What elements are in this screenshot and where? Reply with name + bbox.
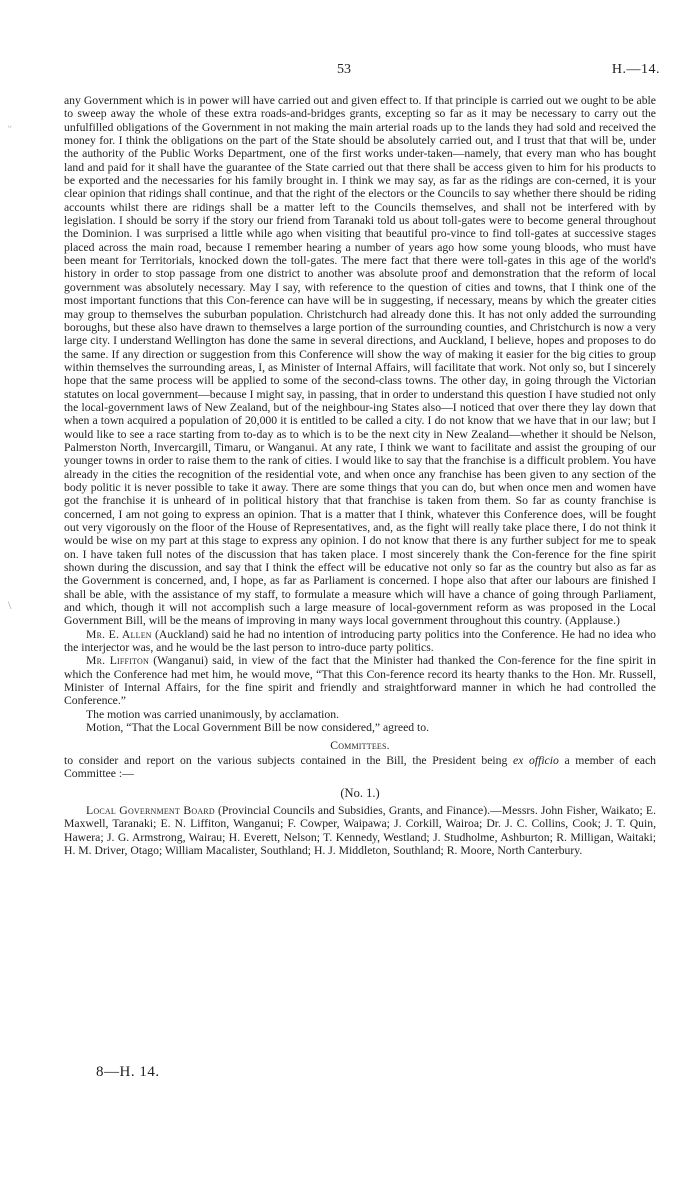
document-body [64, 94, 656, 857]
intro-text-end: a member of each Committee :— [64, 753, 656, 781]
committees-intro [64, 754, 656, 781]
intro-italic: ex officio [512, 753, 559, 767]
liffiton-paragraph [64, 654, 656, 707]
intro-text: to consider and report on the various subjects contained in the Bill, the President being [64, 753, 513, 767]
page-number: 53 [337, 62, 351, 77]
paper-reference: H.—14. [611, 62, 660, 77]
page-header [0, 62, 700, 82]
committee-members [64, 804, 656, 857]
speech-text: (Wanganui) said, in view of the fact that the Minister had thanked the Con-ference for the fine spirit in which the Conference had met him, he would move, “That this Con-ference record its hearty thanks to the Hon. Mr. Russell, Minister of Internal Affairs, for the fine spirit and friendly and straightforward manner in which he had controlled the Conference.” [64, 654, 656, 708]
speech-paragraph: any Government which is in power will have carried out and given effect to. If that principle is carried out we ought to be able to sweep away the whole of these extra roads-and-bridges grants, excepting so far as it may be necessary to carry out the unfulfilled obligations of the Government in not making the main arterial roads up to the lands they had sold and received the money for. I think the obligations on the part of the State should be absolutely carried out, and I trust that that will be, under the authority of the Public Works Department, one of the first works under-taken—namely, that every man who has bought land and paid for it shall have the guarantee of the State carried out that there shall be access given to him for his products to be exported and the necessaries for his family brought in. I think we may say, as far as the ridings are con-cerned, it is your clear opinion that ridings shall continue, and that the right of the electors or the Councils to say whether there should be riding accounts whilst there are ridings shall be a matter left to the Councils themselves, and shall not be interfered with by legislation. I should be sorry if the story our friend from Taranaki told us about toll-gates were to become general throughout the Dominion. I was surprised a little while ago when visiting that beautiful pro-vince to find toll-gates at successive stages placed across the main road, because I remember hearing a number of years ago how some young bloods, who must have been meant for Territorials, knocked down the toll-gates. The mere fact that there were toll-gates in this age of the world's history in order to stop passage from one district to another was absolute proof and demonstration that the reform of local government was absolutely necessary. May I say, with reference to the question of cities and towns, that I think one of the most important functions that this Con-ference can have will be in suggesting, if necessary, means by which the greater cities may group to themselves the suburban population. Christchurch had already done this. It has not only added the surrounding boroughs, but these also have drawn to themselves a large portion of the surrounding counties, and Christchurch is now a very large city. I understand Wellington has done the same in several directions, and Auckland, I believe, hopes and proposes to do the same. If any direction or suggestion from this Conference will show the way of making it easier for the big cities to group within themselves the surrounding areas, I, as Minister of Internal Affairs, will facilitate that work. Not only so, but I sincerely hope that the same process will be applied to some of the second-class towns. The other day, in going through the Victorian statutes on local government—because I might say, in passing, that in order to understand this question I have studied not only the local-government laws of New Zealand, but of the neighbour-ing States also—I noticed that over there they lay down that when a town acquired a population of 20,000 it is entitled to be called a city. I do not know that we have that in our law; but I would like to see a race starting from to-day as to which is to be the next city in New Zealand—whether it should be Nelson, Palmerston North, Invercargill, Timaru, or Wanganui. At any rate, I think we want to facilitate and assist the grouping of our younger towns in order to raise them to the rank of cities. I would like to say that the franchise is a difficult problem. You have already in the cities the recognition of the residential vote, and when once any franchise has been given to any section of the body politic it is never possible to take it away. There are some things that you can do, but when once men and women have got the franchise it is unheard of in political history that that franchise is taken from them. So far as county franchise is concerned, I am not going to express an opinion. That is a matter that I think, whatever this Conference does, will be fought out very vigorously on the floor of the House of Representatives, and, as the fight will really take place there, I do not think it would be wise on my part at this stage to express any opinion. I do not know that there is any further subject for me to speak on. I have taken full notes of the discussion that has taken place. I most sincerely thank the Con-ference for the fine spirit shown during the discussion, and say that I think the effect will be educative not only so far as the country but also as far as the Government is concerned, and, I hope, as far as Parliament is concerned. I hope also that after our labours are finished I shall be able, with the assistance of my staff, to formulate a measure which will have a chance of going through Parliament, and which, though it will not accomplish such a large measure of local-government reform as was proposed in the Local Government Bill, will be the means of improving in many ways local government throughout this country. (Applause.) [64, 94, 656, 628]
motion-carried: The motion was carried unanimously, by acclamation. [86, 707, 340, 721]
board-title: Local Government Board [86, 803, 215, 817]
margin-mark: ᵕ [8, 120, 12, 134]
committee-number: (No. 1.) [340, 785, 380, 800]
speaker-name: Mr. E. Allen [86, 627, 152, 641]
motion-bill: Motion, “That the Local Government Bill be now considered,” agreed to. [86, 721, 430, 735]
speech-text: (Auckland) said he had no intention of introducing party politics into the Conference. He had no idea who the interjector was, and he would be the last person to intro-duce party politics. [64, 627, 657, 655]
allen-paragraph [64, 628, 656, 655]
committees-heading: Committees. [330, 738, 390, 752]
footer-signature: 8—H. 14. [96, 1064, 160, 1080]
board-members-text: (Provincial Councils and Subsidies, Grants, and Finance).—Messrs. John Fisher, Waikato; E. Maxwell, Taranaki; E. N. Liffiton, Wanganui; F. Cowper, Waipawa; J. Corkill, Wairoa; Dr. J. C. Collins, Cook; J. T. Quin, Hawera; J. G. Armstrong, Wairau; H. Everett, Nelson; T. Kennedy, Westland; J. Studholme, Ashburton; R. Milligan, Waitaki; H. M. Driver, Otago; William Macalister, Southland; H. J. Middleton, Southland; R. Moore, North Canterbury. [64, 803, 656, 857]
margin-mark: \ [8, 598, 12, 612]
speaker-name: Mr. Liffiton [86, 654, 149, 668]
